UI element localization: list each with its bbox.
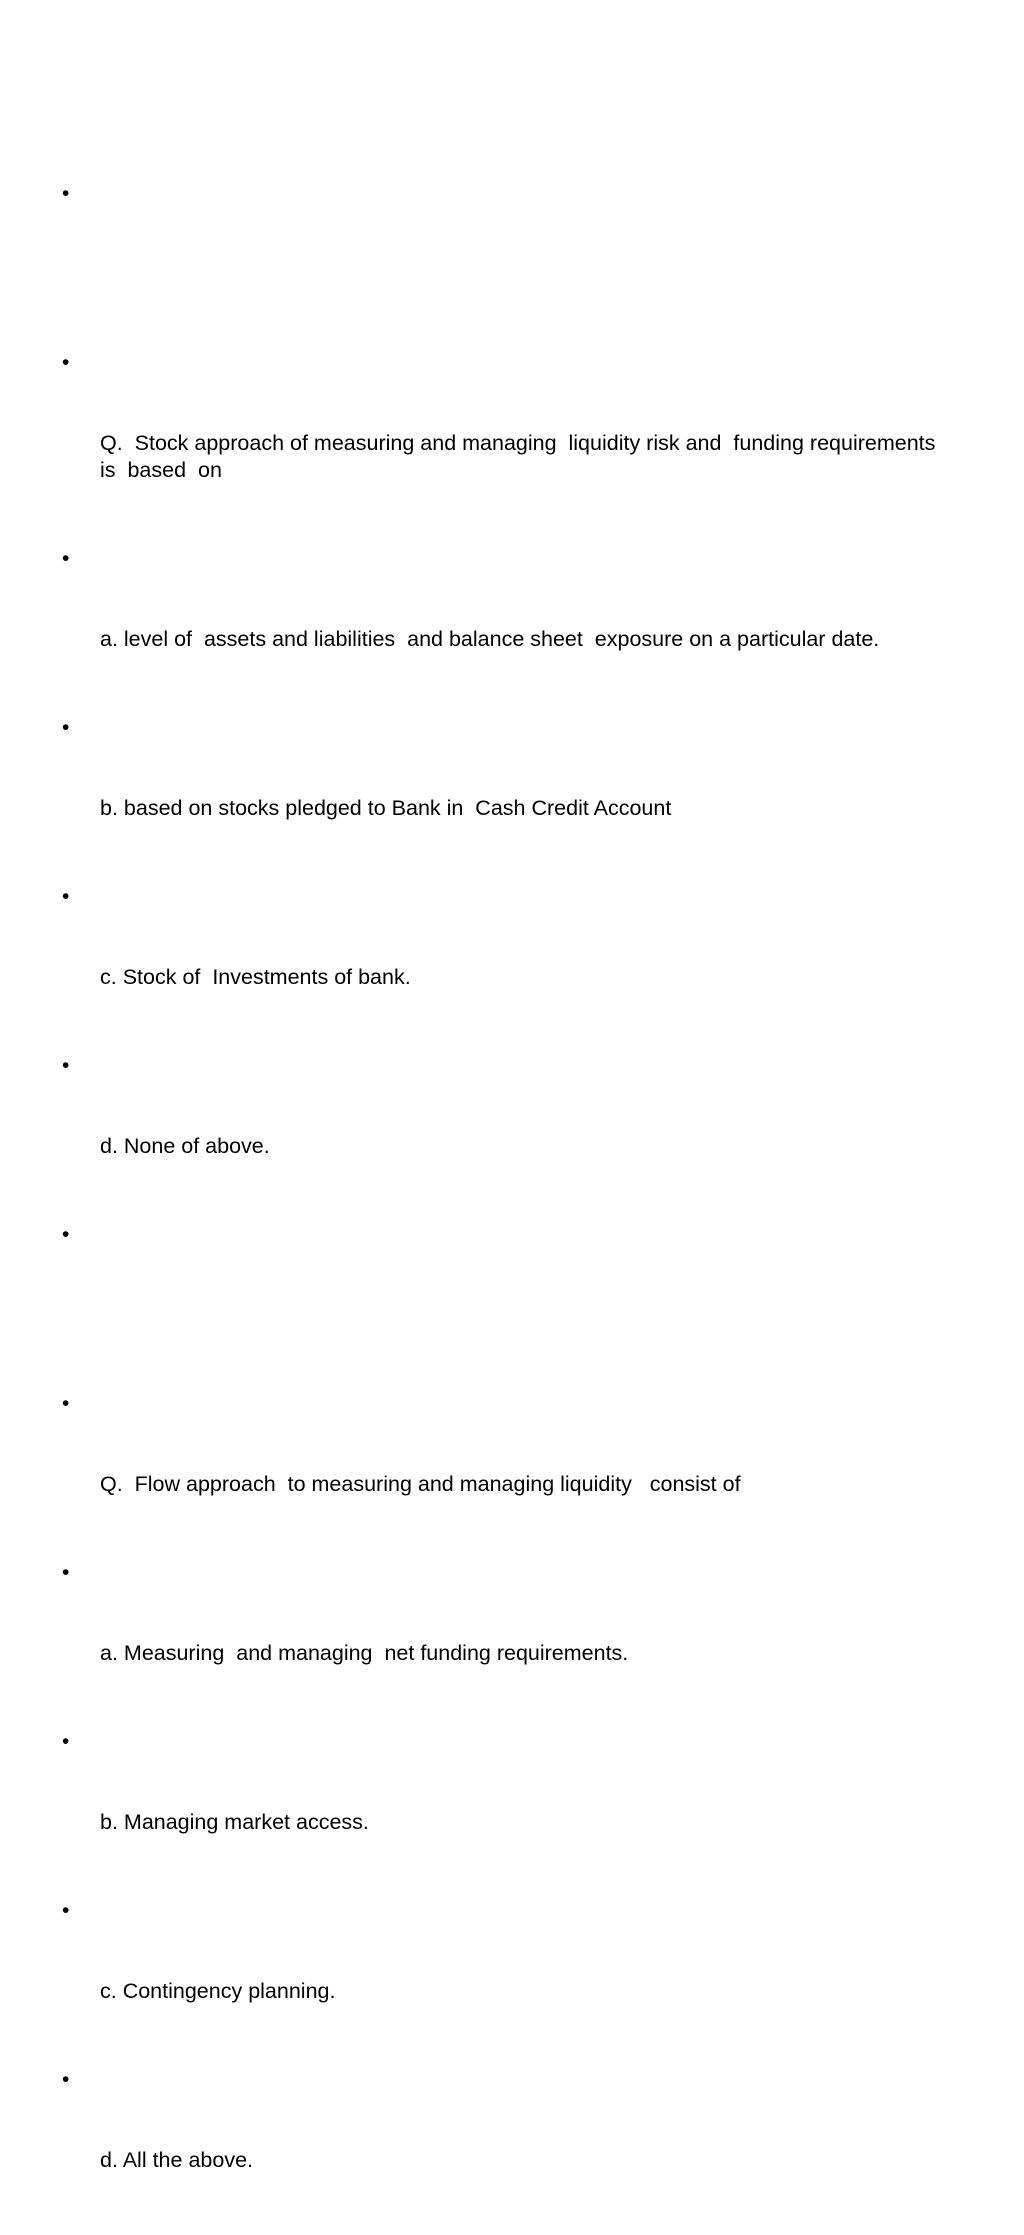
question-2-option-b	[62, 1728, 962, 1890]
question-1-text: Q. Stock approach of measuring and managing liquidity risk and funding requirements is based on	[100, 431, 948, 482]
question-2-option-d	[62, 2066, 962, 2228]
question-1	[62, 349, 962, 538]
question-2-option-a	[62, 1559, 962, 1721]
bullet-icon: •	[62, 2068, 70, 2091]
option-text: b. Managing market access.	[100, 1810, 369, 1834]
question-2	[62, 1390, 962, 1552]
list-item-text	[100, 261, 962, 288]
question-2-text: Q. Flow approach to measuring and managing liquidity consist of	[100, 1472, 741, 1496]
question-1-option-c	[62, 883, 962, 1045]
list-item-text	[100, 1302, 962, 1329]
question-2-option-c	[62, 1897, 962, 2059]
bullet-icon: •	[62, 885, 70, 908]
bullet-icon: •	[62, 1223, 70, 1246]
bullet-icon: •	[62, 716, 70, 739]
bullet-icon: •	[62, 182, 70, 205]
option-text: b. based on stocks pledged to Bank in Cash Credit Account	[100, 796, 672, 820]
question-1-option-b	[62, 714, 962, 876]
bullet-icon: •	[62, 351, 70, 374]
option-text: c. Stock of Investments of bank.	[100, 965, 411, 989]
option-text: c. Contingency planning.	[100, 1979, 336, 2003]
bullet-list	[62, 180, 962, 2235]
option-text: d. All the above.	[100, 2148, 253, 2172]
list-item-empty-1	[62, 180, 962, 342]
option-text: a. Measuring and managing net funding requirements.	[100, 1641, 629, 1665]
list-item-empty-2	[62, 1221, 962, 1383]
question-1-option-a	[62, 545, 962, 707]
bullet-icon: •	[62, 1054, 70, 1077]
option-text: a. level of assets and liabilities and balance sheet exposure on a particular date.	[100, 627, 880, 651]
bullet-icon: •	[62, 1392, 70, 1415]
bullet-icon: •	[62, 1899, 70, 1922]
bullet-icon: •	[62, 1730, 70, 1753]
bullet-icon: •	[62, 547, 70, 570]
bullet-icon: •	[62, 1561, 70, 1584]
option-text: d. None of above.	[100, 1134, 270, 1158]
question-1-option-d	[62, 1052, 962, 1214]
